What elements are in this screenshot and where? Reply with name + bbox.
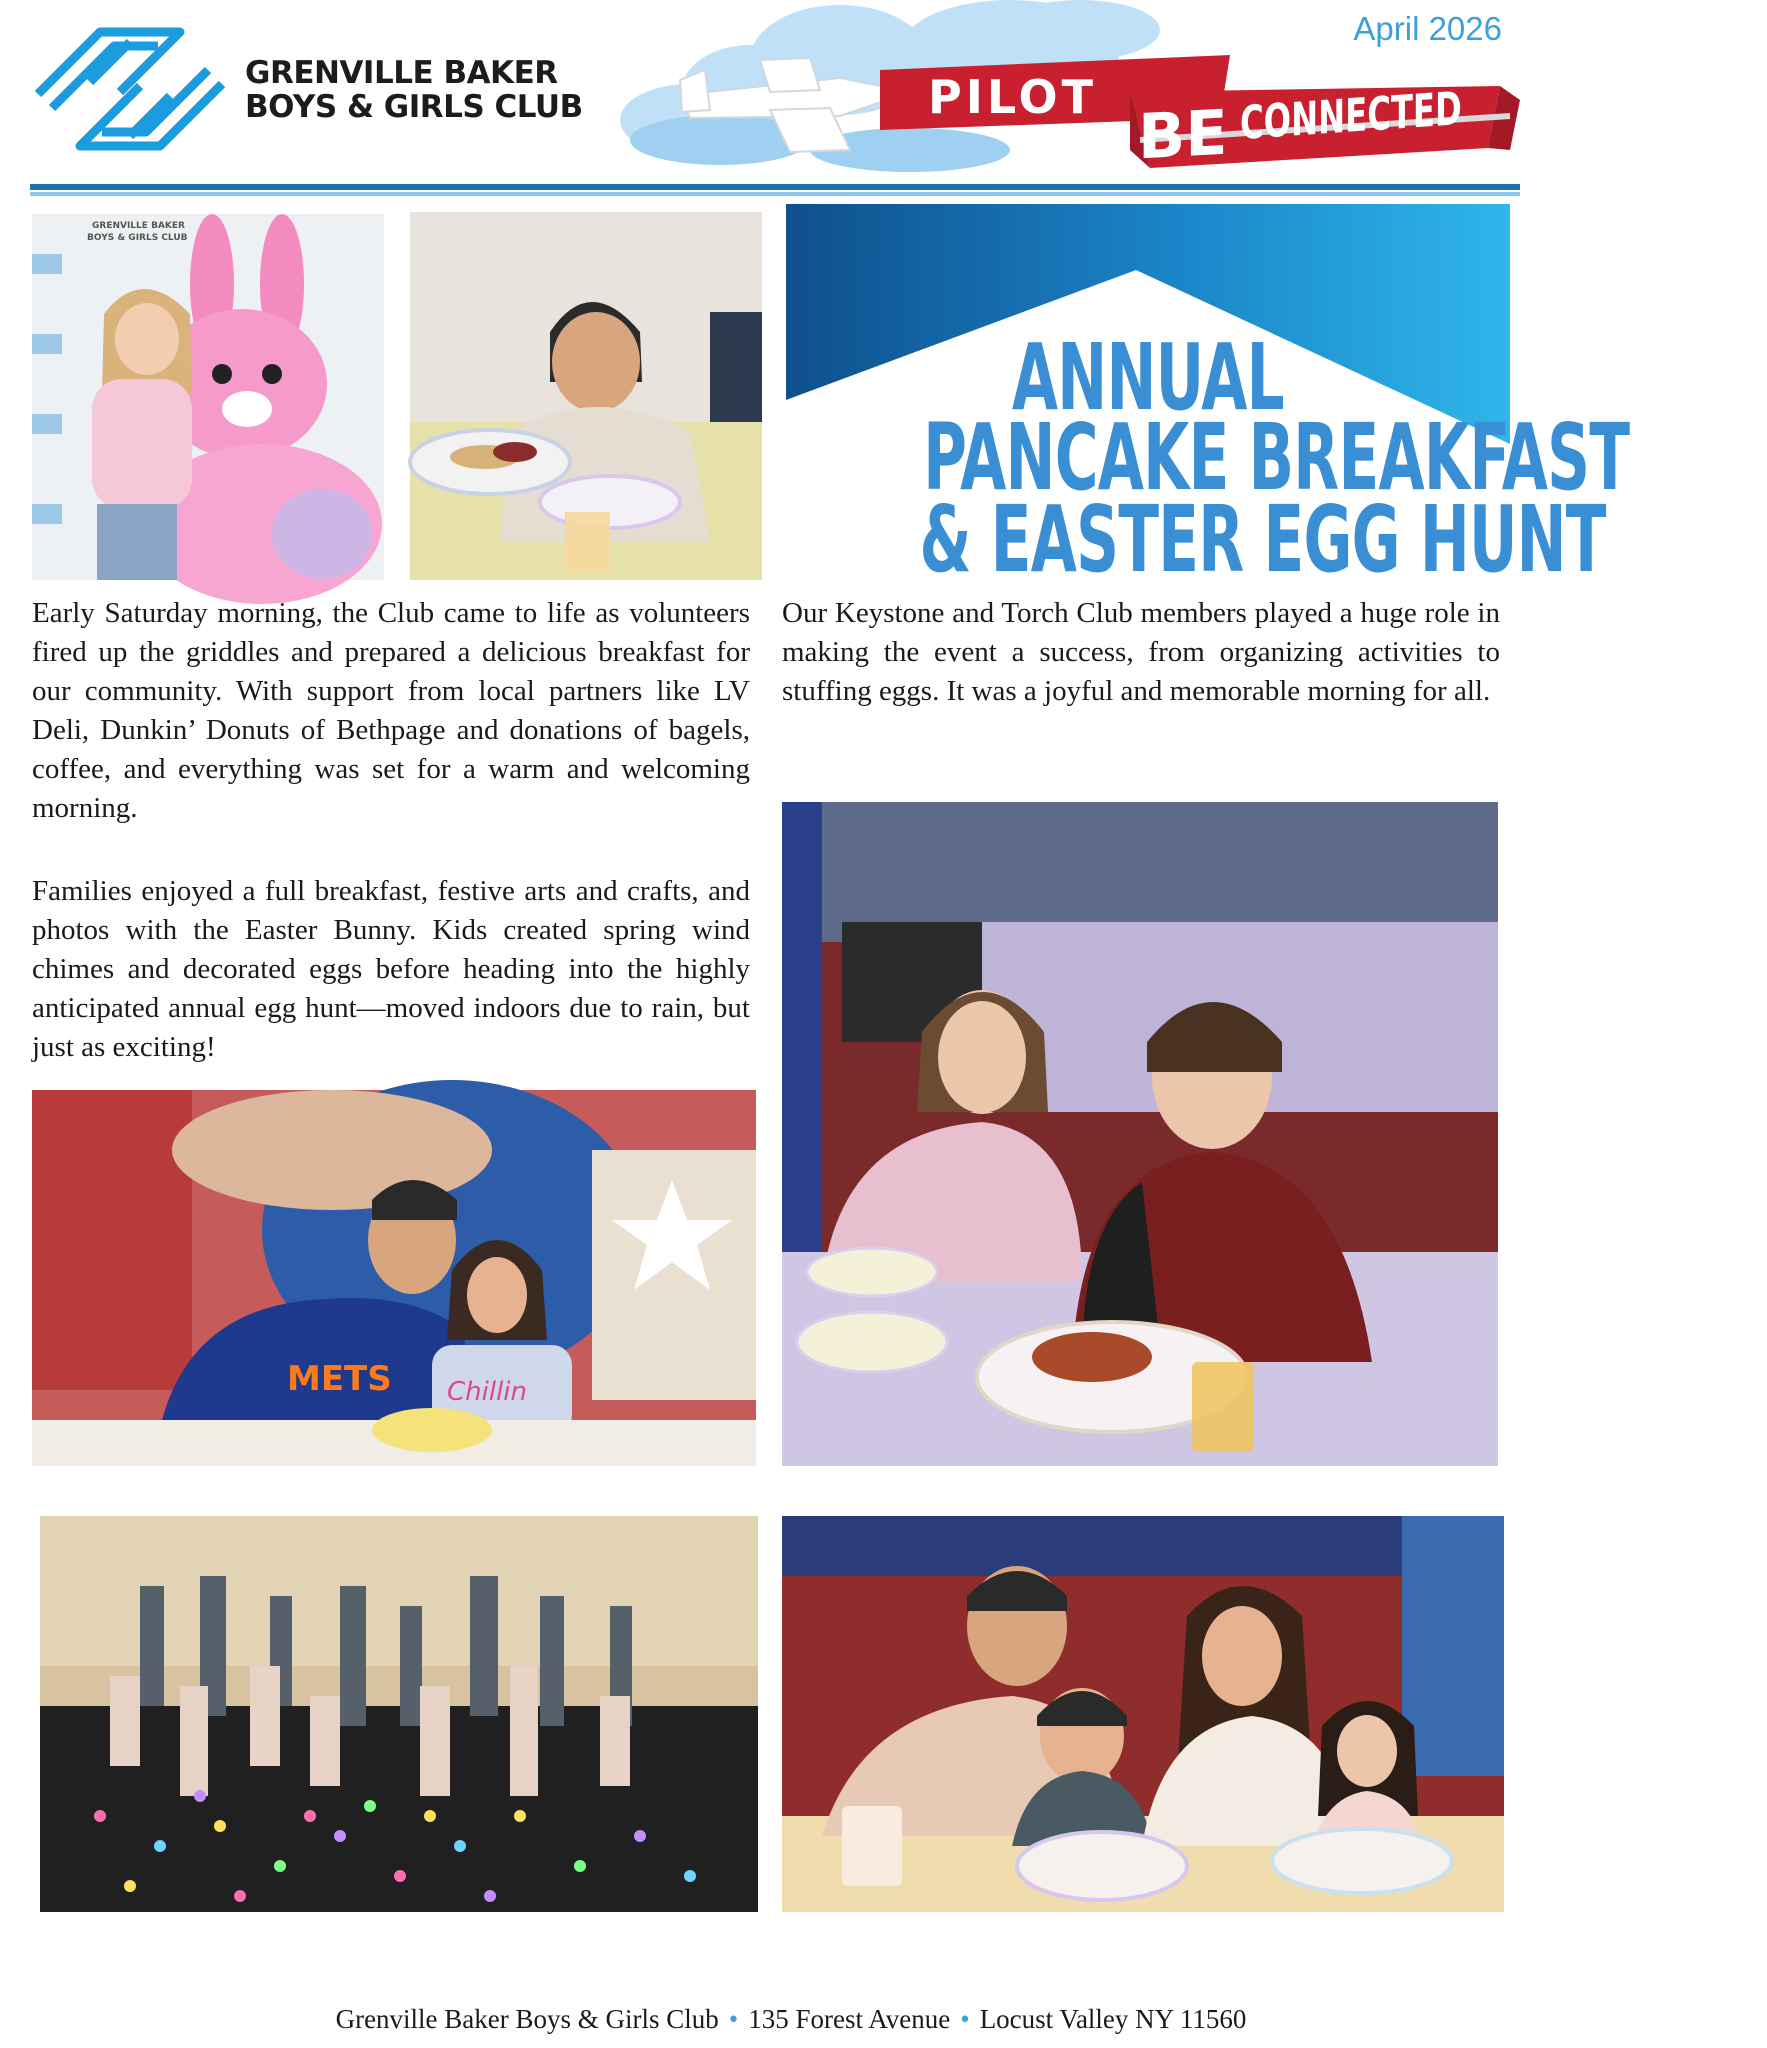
org-name-line1: GRENVILLE BAKER <box>245 55 558 91</box>
photo-man-girl-mets <box>32 1090 756 1466</box>
article-paragraph-2: Families enjoyed a full breakfast, festive arts and crafts, and photos with the Easter Bunny. Kids created spring wind chimes and decorated eggs before heading into the highly anticipated annual egg hunt—moved indoors due to rain, but just as exciting! <box>32 875 750 1063</box>
article-title-block <box>786 204 1630 593</box>
article-paragraph-1: Early Saturday morning, the Club came to life as volunteers fired up the griddles and prepared a delicious breakfast for our community. With support from local partners like LV Deli, Dunkin’ Donuts of Bethpage and donations of bagels, coffee, and everything was set for a warm and welcoming morning. <box>32 597 750 824</box>
header-divider-accent <box>30 192 1520 196</box>
issue-date: April 2026 <box>1353 10 1502 47</box>
banner-pilot-text: PILOT <box>928 70 1097 124</box>
banner-be-text: BE <box>1138 95 1228 174</box>
photo-egg-hunt <box>40 1516 758 1912</box>
title-line-2: PANCAKE BREAKFAST <box>923 404 1630 511</box>
photo-girl-easter-bunny <box>32 214 384 580</box>
article-paragraph-3: Our Keystone and Torch Club members played a huge role in making the event a success, from organizing activities to stuffing eggs. It was a joyful and memorable morning for all. <box>782 597 1500 707</box>
photo-family-table <box>782 1516 1504 1912</box>
footer-city: Locust Valley NY 11560 <box>979 2004 1247 2034</box>
org-name-line2: BOYS & GIRLS CLUB <box>245 89 583 125</box>
banner-connected-text: CONNECTED <box>1240 81 1462 150</box>
shirt-text-mets: METS <box>287 1359 392 1399</box>
photo-boy-pancakes <box>410 212 762 580</box>
footer-address: 135 Forest Avenue <box>748 2004 951 2034</box>
title-line-1: ANNUAL <box>1011 324 1285 431</box>
shirt-text-chillin: Chillin <box>447 1377 528 1407</box>
footer <box>0 2004 1582 2035</box>
title-line-3: & EASTER EGG HUNT <box>919 486 1606 593</box>
footer-org-name: Grenville Baker Boys & Girls Club <box>335 2004 719 2034</box>
backdrop-text-2: BOYS & GIRLS CLUB <box>87 233 188 243</box>
backdrop-text-1: GRENVILLE BAKER <box>92 221 185 231</box>
photo-kids-breakfast-table <box>782 802 1498 1466</box>
footer-separator: • <box>728 2004 739 2034</box>
club-logo-icon <box>30 24 230 154</box>
org-name <box>245 56 583 124</box>
footer-separator: • <box>960 2004 970 2034</box>
header-divider <box>30 184 1520 190</box>
